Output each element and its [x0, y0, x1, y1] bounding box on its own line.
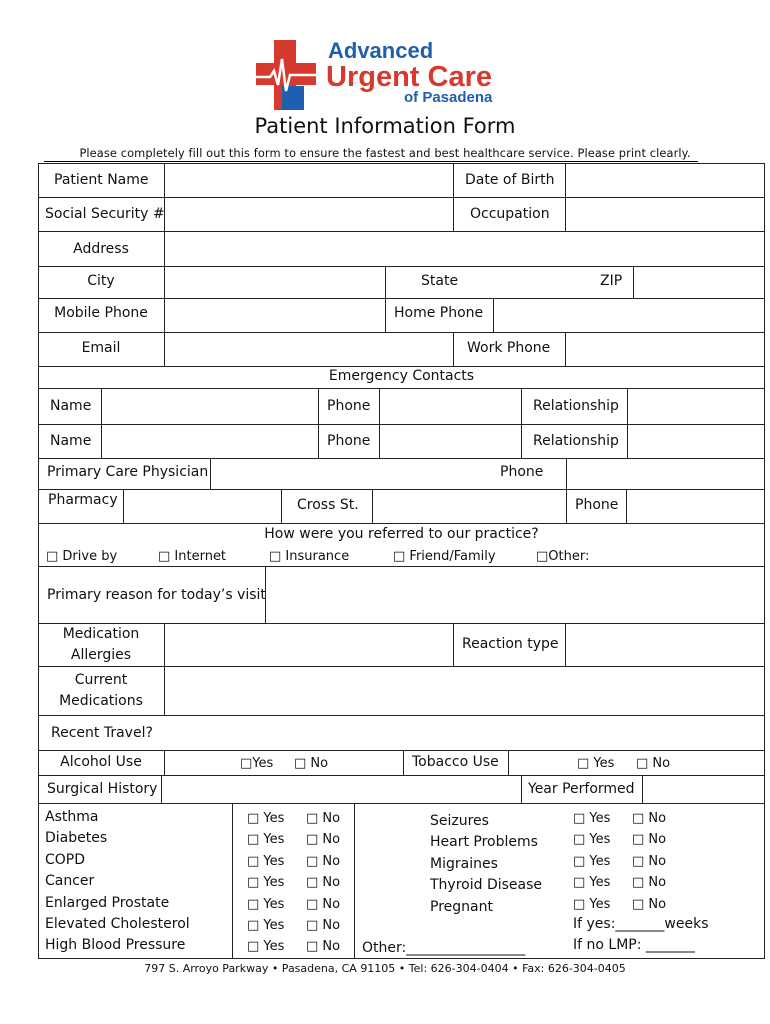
condition-no-checkbox[interactable]: □ No — [632, 811, 667, 826]
pharmacy-phone-field[interactable] — [627, 490, 764, 523]
condition-no-checkbox[interactable]: □ No — [306, 875, 341, 891]
surgical-history-field[interactable] — [162, 776, 521, 803]
alcohol-use-label: Alcohol Use — [60, 754, 142, 770]
year-performed-label: Year Performed — [528, 781, 635, 797]
clinic-logo — [256, 40, 516, 112]
address-field[interactable] — [165, 232, 764, 266]
emergency-relationship-field-1[interactable] — [628, 389, 764, 424]
alcohol-yes-checkbox[interactable]: □Yes — [240, 756, 274, 771]
emergency-name-label-2: Name — [50, 433, 92, 449]
work-phone-field[interactable] — [566, 333, 764, 366]
pcp-phone-field[interactable] — [567, 459, 764, 489]
emergency-name-label-1: Name — [50, 398, 92, 414]
emergency-phone-field-2[interactable] — [380, 425, 521, 458]
emergency-name-field-1[interactable] — [102, 389, 318, 424]
pregnancy-weeks-field[interactable]: If yes:_______weeks — [573, 916, 709, 932]
home-phone-field[interactable] — [494, 299, 764, 332]
pcp-phone-label: Phone — [500, 464, 544, 480]
reaction-type-field[interactable] — [566, 624, 764, 666]
condition-label: Cancer — [45, 873, 95, 890]
current-medications-label-line2: Medications — [59, 693, 143, 709]
city-label: City — [87, 273, 115, 289]
condition-no-checkbox[interactable]: □ No — [306, 832, 341, 848]
tobacco-yes-checkbox[interactable]: □ Yes — [577, 756, 615, 771]
condition-yes-checkbox[interactable]: □ Yes — [573, 896, 611, 912]
ssn-label: Social Security # — [45, 206, 165, 222]
condition-label: Diabetes — [45, 830, 108, 847]
home-phone-label: Home Phone — [394, 305, 484, 321]
condition-yes-checkbox[interactable]: □ Yes — [247, 896, 285, 912]
ssn-field[interactable] — [165, 198, 453, 231]
condition-label: Thyroid Disease — [430, 877, 543, 894]
current-medications-label-line1: Current — [74, 672, 128, 688]
svg-text:Urgent Care: Urgent Care — [326, 61, 492, 93]
condition-yes-checkbox[interactable]: □ Yes — [573, 875, 611, 891]
condition-no-checkbox[interactable]: □ No — [632, 896, 667, 912]
condition-label: Asthma — [45, 809, 99, 825]
year-performed-field[interactable] — [643, 776, 764, 803]
medication-allergies-field[interactable] — [165, 624, 453, 666]
recent-travel-label: Recent Travel? — [51, 725, 153, 741]
instruction-underline — [44, 161, 698, 162]
condition-label: COPD — [45, 851, 86, 868]
form-title: Patient Information Form — [254, 114, 516, 138]
condition-label: Elevated Cholesterol — [45, 916, 190, 932]
condition-yes-checkbox[interactable]: □ Yes — [247, 918, 285, 933]
pcp-label: Primary Care Physician — [47, 464, 209, 480]
condition-no-checkbox[interactable]: □ No — [306, 939, 341, 955]
zip-label: ZIP — [600, 273, 623, 289]
recent-travel-field[interactable] — [165, 716, 764, 750]
condition-yes-checkbox[interactable]: □ Yes — [247, 811, 285, 826]
referral-drive-by-checkbox[interactable]: □ Drive by — [46, 549, 118, 564]
surgical-history-label: Surgical History — [47, 781, 158, 797]
condition-yes-checkbox[interactable]: □ Yes — [247, 853, 285, 869]
condition-no-checkbox[interactable]: □ No — [632, 832, 667, 848]
referral-question: How were you referred to our practice? — [264, 526, 539, 542]
address-label: Address — [73, 241, 129, 257]
patient-name-field[interactable] — [165, 164, 453, 197]
pcp-field[interactable] — [211, 459, 493, 489]
work-phone-label: Work Phone — [467, 340, 551, 356]
condition-label: Heart Problems — [430, 834, 538, 851]
emergency-relationship-label-1: Relationship — [533, 398, 619, 414]
condition-no-checkbox[interactable]: □ No — [306, 918, 341, 933]
patient-name-label: Patient Name — [54, 172, 149, 188]
dob-label: Date of Birth — [465, 172, 555, 188]
emergency-phone-label-2: Phone — [327, 433, 371, 449]
email-field[interactable] — [165, 333, 453, 366]
referral-friend-family-checkbox[interactable]: □ Friend/Family — [393, 549, 496, 564]
condition-label: Seizures — [430, 813, 489, 829]
email-label: Email — [81, 340, 121, 356]
pharmacy-label: Pharmacy — [48, 492, 118, 508]
alcohol-no-checkbox[interactable]: □ No — [294, 756, 329, 771]
condition-yes-checkbox[interactable]: □ Yes — [247, 832, 285, 848]
referral-internet-checkbox[interactable]: □ Internet — [158, 549, 227, 564]
tobacco-no-checkbox[interactable]: □ No — [636, 756, 671, 771]
mobile-phone-field[interactable] — [165, 299, 385, 332]
referral-insurance-checkbox[interactable]: □ Insurance — [269, 549, 350, 564]
reason-field[interactable] — [266, 567, 764, 623]
condition-label: Enlarged Prostate — [45, 894, 170, 911]
dob-field[interactable] — [566, 164, 764, 197]
condition-yes-checkbox[interactable]: □ Yes — [247, 939, 285, 955]
emergency-contacts-heading: Emergency Contacts — [328, 368, 475, 384]
mobile-phone-label: Mobile Phone — [54, 305, 148, 321]
condition-no-checkbox[interactable]: □ No — [306, 811, 341, 826]
emergency-phone-field-1[interactable] — [380, 389, 521, 424]
occupation-field[interactable] — [566, 198, 764, 231]
referral-other-checkbox[interactable]: □Other: — [536, 549, 590, 564]
condition-yes-checkbox[interactable]: □ Yes — [247, 875, 285, 891]
condition-label: High Blood Pressure — [45, 937, 186, 954]
form-instructions: Please completely fill out this form to ensure the fastest and best healthcare service. Please print clearly. — [79, 146, 691, 160]
cross-street-field[interactable] — [373, 490, 566, 523]
condition-no-checkbox[interactable]: □ No — [632, 853, 667, 869]
condition-no-checkbox[interactable]: □ No — [306, 853, 341, 869]
pharmacy-phone-label: Phone — [575, 497, 619, 513]
condition-no-checkbox[interactable]: □ No — [306, 896, 341, 912]
pharmacy-field[interactable] — [124, 490, 281, 523]
svg-text:of Pasadena: of Pasadena — [404, 89, 493, 106]
condition-yes-checkbox[interactable]: □ Yes — [573, 853, 611, 869]
current-medications-field[interactable] — [165, 667, 764, 715]
clinic-address-footer: 797 S. Arroyo Parkway • Pasadena, CA 91105 • Tel: 626-304-0404 • Fax: 626-304-0405 — [144, 962, 626, 975]
emergency-relationship-field-2[interactable] — [628, 425, 764, 458]
occupation-label: Occupation — [470, 206, 550, 222]
reaction-type-label: Reaction type — [462, 636, 559, 652]
emergency-relationship-label-2: Relationship — [533, 433, 619, 449]
city-field[interactable] — [165, 267, 385, 298]
condition-yes-checkbox[interactable]: □ Yes — [573, 832, 611, 848]
state-label: State — [421, 273, 459, 289]
medication-allergies-label-line2: Allergies — [70, 647, 132, 663]
reason-label: Primary reason for today’s visit — [47, 587, 266, 603]
medication-allergies-label-line1: Medication — [62, 626, 140, 642]
condition-no-checkbox[interactable]: □ No — [632, 875, 667, 891]
condition-label: Migraines — [430, 855, 498, 872]
other-condition-field[interactable]: Other:_________________ — [362, 940, 526, 956]
emergency-phone-label-1: Phone — [327, 398, 371, 414]
zip-field[interactable] — [634, 267, 764, 298]
emergency-name-field-2[interactable] — [102, 425, 318, 458]
lmp-field[interactable]: If no LMP: _______ — [573, 937, 695, 953]
condition-label: Pregnant — [430, 898, 493, 915]
svg-text:Advanced: Advanced — [328, 40, 434, 63]
tobacco-use-label: Tobacco Use — [412, 754, 499, 770]
cross-street-label: Cross St. — [297, 497, 359, 513]
condition-yes-checkbox[interactable]: □ Yes — [573, 811, 611, 826]
